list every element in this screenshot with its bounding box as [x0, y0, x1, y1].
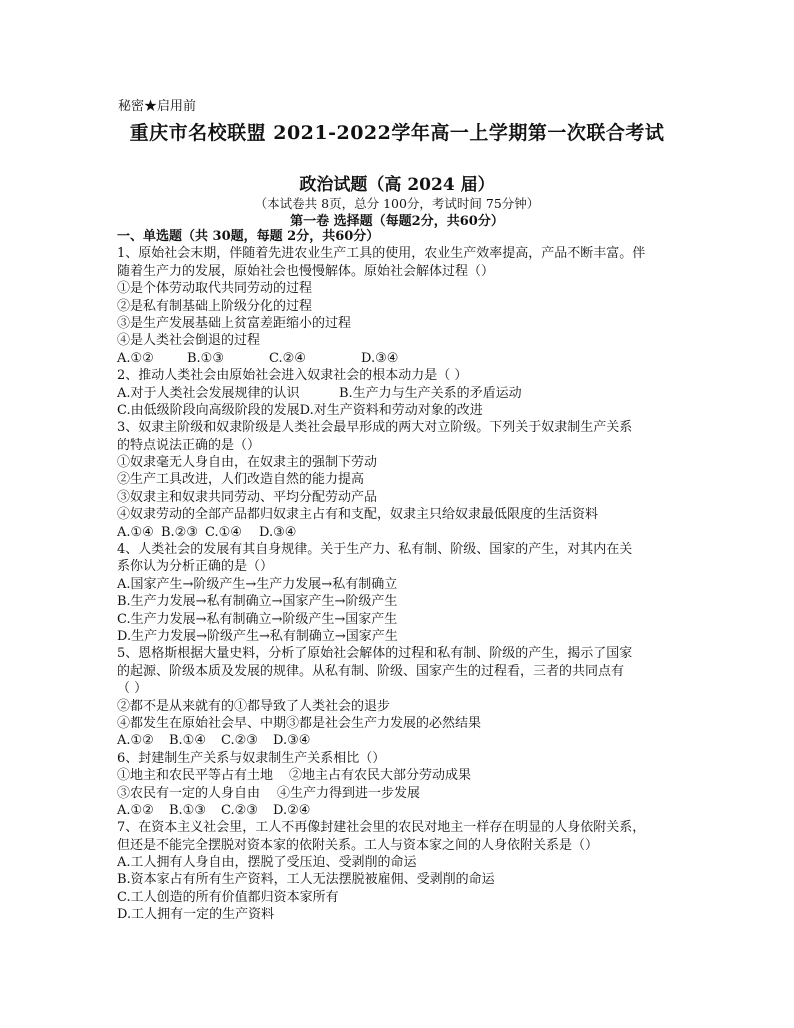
question-line: 系你认为分析正确的是（）	[117, 559, 274, 575]
option-choice: C.②③	[221, 733, 258, 749]
option-row	[117, 350, 687, 367]
question-line: 3、奴隶主阶级和奴隶阶级是人类社会最早形成的两大对立阶级。下列关于奴隶制生产关系	[117, 420, 633, 436]
question-line: 7、在资本主义社会里，工人不再像封建社会里的农民对地主一样存在明显的人身依附关系，	[117, 820, 646, 836]
option-choice: A.①②	[117, 350, 154, 366]
option-choice: ②地主占有农民大部分劳动成果	[289, 768, 472, 784]
section-title: 一、单选题（共 30题，每题 2分，共60分）	[117, 229, 380, 244]
option-choice: ③农民有一定的人身自由	[117, 785, 261, 801]
question-6	[117, 750, 687, 820]
option-row	[117, 732, 687, 749]
question-line: 的起源、阶级本质及发展的规律。从私有制、阶级、国家产生的过程看，三者的共同点有	[117, 663, 625, 679]
question-line: B.生产力发展→私有制确立→国家产生→阶级产生	[117, 594, 398, 610]
option-row	[117, 785, 687, 802]
exam-title: 重庆市名校联盟 2021-2022学年高一上学期第一次联合考试	[129, 122, 665, 144]
question-7	[117, 819, 687, 923]
option-choice: B.①③	[187, 350, 224, 366]
question-line: D.生产力发展→阶级产生→私有制确立→国家产生	[117, 628, 398, 644]
question-line: ③奴隶主和奴隶共同劳动、平均分配劳动产品	[117, 489, 378, 505]
exam-note: （本试卷共 8页，总分 100分，考试时间 75分钟）	[254, 196, 540, 211]
question-line: A.国家产生→阶级产生→生产力发展→私有制确立	[117, 576, 398, 592]
question-line: ③是生产发展基础上贫富差距缩小的过程	[117, 315, 352, 331]
question-3	[117, 419, 687, 541]
option-row	[117, 402, 687, 419]
question-line: ②是私有制基础上阶级分化的过程	[117, 298, 313, 314]
option-choice: D.③④	[361, 350, 399, 366]
question-line: C.生产力发展→私有制确立→阶级产生→国家产生	[117, 611, 398, 627]
option-row	[117, 385, 687, 402]
question-line: ④是人类社会倒退的过程	[117, 333, 261, 349]
question-line: ④都发生在原始社会早、中期③都是社会生产力发展的必然结果	[117, 715, 482, 731]
part-heading: 第一卷 选择题（每题2分，共60分）	[290, 214, 504, 229]
question-5	[117, 645, 687, 749]
question-line: ②都不是从来就有的①都导致了人类社会的退步	[117, 698, 391, 714]
question-line: 6、封建制生产关系与奴隶制生产关系相比（）	[117, 750, 386, 766]
question-line: 的特点说法正确的是（）	[117, 437, 261, 453]
option-choice: B.①③	[169, 802, 206, 818]
option-choice: C.①④	[205, 524, 242, 540]
option-choice: D.③④	[259, 524, 297, 540]
option-choice: B.①④	[169, 733, 206, 749]
exam-subtitle: 政治试题（高 2024 届）	[299, 175, 495, 195]
question-line: ②生产工具改进，人们改造自然的能力提高	[117, 472, 365, 488]
question-line: D.工人拥有一定的生产资料	[117, 907, 275, 923]
question-line: ①是个体劳动取代共同劳动的过程	[117, 281, 313, 297]
question-line: 5、恩格斯根据大量史料，分析了原始社会解体的过程和私有制、阶级的产生，揭示了国家	[117, 646, 633, 662]
option-choice: C.②④	[269, 350, 306, 366]
option-row	[117, 524, 687, 541]
option-choice: B.生产力与生产关系的矛盾运动	[339, 385, 522, 401]
question-line: 但还是不能完全摆脱对资本家的依附关系。工人与资本家之间的人身依附关系是（）	[117, 837, 599, 853]
option-row	[117, 767, 687, 784]
question-line: ④奴隶劳动的全部产品都归奴隶主占有和支配，奴隶主只给奴隶最低限度的生活资料	[117, 507, 599, 523]
option-choice: D.对生产资料和劳动对象的改进	[299, 402, 483, 418]
question-1	[117, 245, 687, 367]
option-choice: ①地主和农民平等占有土地	[117, 768, 274, 784]
option-choice: B.②③	[161, 524, 198, 540]
question-line: 1、原始社会末期，伴随着先进农业生产工具的使用，农业生产效率提高，产品不断丰富。伴	[117, 246, 646, 262]
question-body	[117, 228, 687, 924]
question-4	[117, 541, 687, 645]
option-choice: A.①②	[117, 802, 154, 818]
option-choice: D.②④	[273, 802, 311, 818]
option-choice: A.①④	[117, 524, 154, 540]
question-2	[117, 367, 687, 419]
secret-label: 秘密★启用前	[118, 99, 197, 114]
question-line: B.资本家占有所有生产资料，工人无法摆脱被雇佣、受剥削的命运	[117, 872, 495, 888]
option-choice: ④生产力得到进一步发展	[277, 785, 421, 801]
option-choice: D.③④	[273, 733, 311, 749]
question-line: 4、人类社会的发展有其自身规律。关于生产力、私有制、阶级、国家的产生，对其内在关	[117, 542, 633, 558]
option-choice: A.①②	[117, 733, 154, 749]
question-line: （ ）	[117, 681, 148, 697]
option-choice: C.由低级阶段向高级阶段的发展	[117, 402, 300, 418]
question-line: 2、推动人类社会由原始社会进入奴隶社会的根本动力是（ ）	[117, 368, 468, 384]
option-choice: A.对于人类社会发展规律的认识	[117, 385, 300, 401]
option-choice: C.②③	[221, 802, 258, 818]
question-line: 随着生产力的发展，原始社会也慢慢解体。原始社会解体过程（）	[117, 263, 495, 279]
question-line: C.工人创造的所有价值都归资本家所有	[117, 889, 339, 905]
option-row	[117, 802, 687, 819]
question-line: ①奴隶毫无人身自由，在奴隶主的强制下劳动	[117, 455, 378, 471]
question-line: A.工人拥有人身自由，摆脱了受压迫、受剥削的命运	[117, 855, 417, 871]
